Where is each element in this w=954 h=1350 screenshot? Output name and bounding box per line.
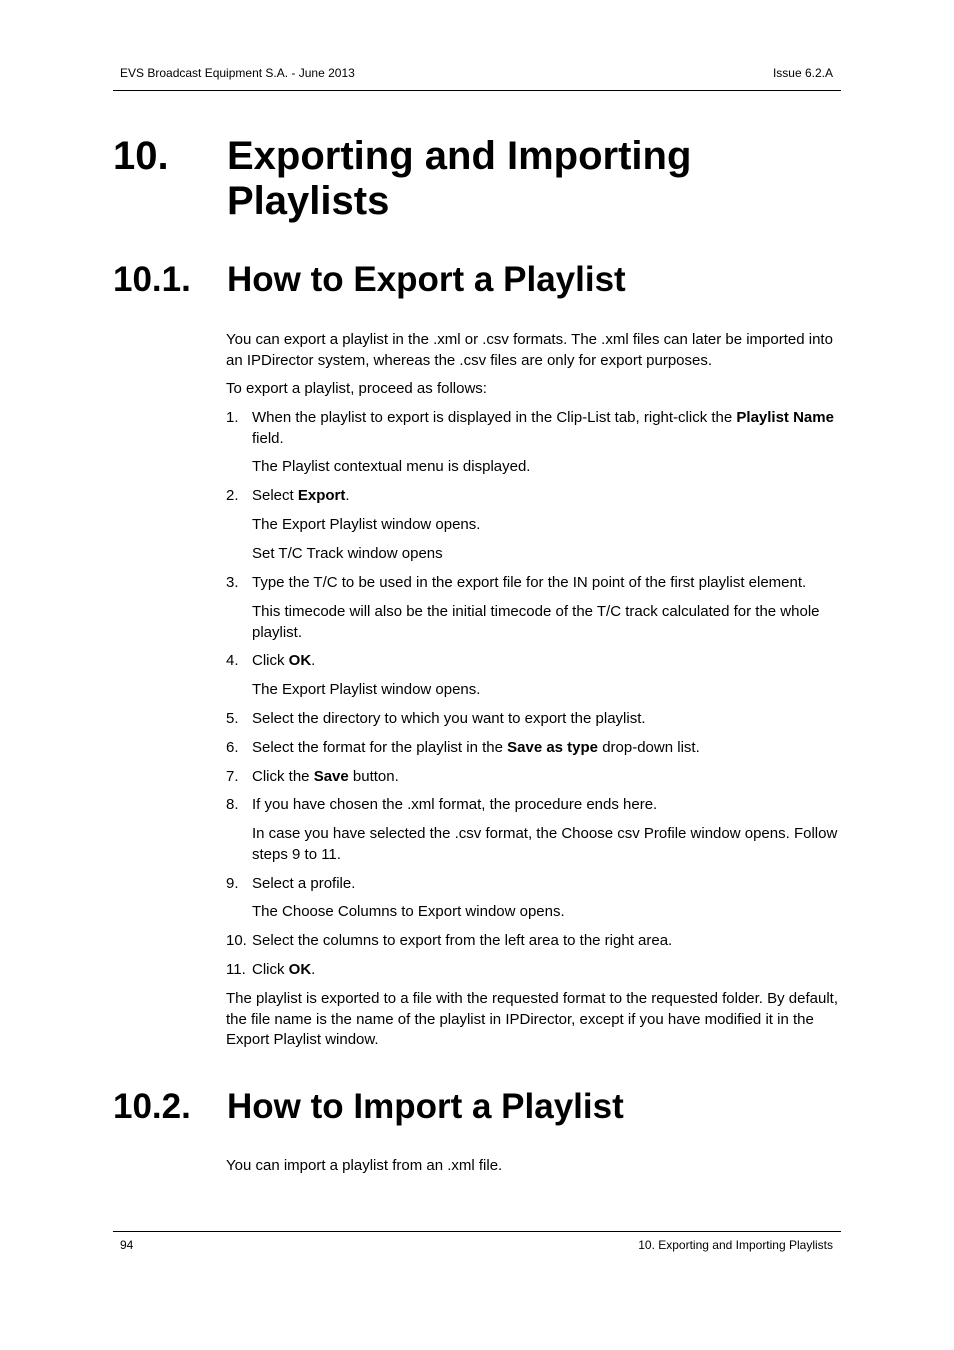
- step-number: 5.: [226, 710, 239, 727]
- step-number: 7.: [226, 768, 239, 785]
- section1-proceed: To export a playlist, proceed as follows:: [226, 380, 487, 397]
- header-rule: [113, 90, 841, 91]
- step-number: 9.: [226, 875, 239, 892]
- step-text: Select the format for the playlist in the Save as type drop-down list.: [252, 739, 700, 756]
- ui-label-ok: OK: [288, 961, 312, 978]
- step-note: Set T/C Track window opens: [252, 545, 443, 562]
- step-note: The Choose Columns to Export window opens.: [252, 903, 565, 920]
- step-text: Type the T/C to be used in the export file for the IN point of the first playlist element.: [252, 574, 807, 591]
- footer-rule: [113, 1231, 841, 1232]
- step-note: The Export Playlist window opens.: [252, 516, 481, 533]
- ui-label-save: Save: [313, 768, 349, 785]
- step-text: Select the directory to which you want to export the playlist.: [252, 710, 646, 727]
- section2-title: How to Import a Playlist: [227, 1087, 624, 1126]
- section2-number: 10.2.: [113, 1087, 191, 1126]
- ui-label-export: Export: [297, 487, 346, 504]
- section1-conclusion: The playlist is exported to a file with the requested format to the requested folder. By default, the file name is the name of the playlist in IPDirector, except if you have modified it in the Export Playlist window.: [226, 990, 839, 1048]
- chapter-title-line2: Playlists: [227, 179, 390, 223]
- step-text: Click OK.: [252, 961, 316, 978]
- step-text: Click OK.: [252, 652, 316, 669]
- step-note: The Playlist contextual menu is displayed.: [252, 458, 531, 475]
- ui-label-save-as-type: Save as type: [507, 739, 599, 756]
- step-text: If you have chosen the .xml format, the procedure ends here.: [252, 796, 658, 813]
- section2-intro: You can import a playlist from an .xml file.: [226, 1157, 503, 1174]
- step-number: 8.: [226, 796, 239, 813]
- step-text: Select Export.: [252, 487, 350, 504]
- step-number: 3.: [226, 574, 239, 591]
- step-number: 4.: [226, 652, 239, 669]
- page-number: 94: [120, 1238, 134, 1252]
- step-number: 6.: [226, 739, 239, 756]
- step-note: In case you have selected the .csv format, the Choose csv Profile window opens. Follow steps 9 to 11.: [252, 825, 838, 863]
- step-number: 10.: [226, 932, 247, 949]
- step-number: 2.: [226, 487, 239, 504]
- step-text: Click the Save button.: [252, 768, 399, 785]
- step-number: 11.: [226, 961, 246, 978]
- step-text: Select the columns to export from the left area to the right area.: [252, 932, 673, 949]
- chapter-number: 10.: [113, 134, 169, 178]
- step-note: The Export Playlist window opens.: [252, 681, 481, 698]
- section1-number: 10.1.: [113, 260, 191, 299]
- footer-chapter: 10. Exporting and Importing Playlists: [638, 1238, 833, 1252]
- ui-label-playlist-name: Playlist Name: [736, 409, 834, 426]
- step-text: When the playlist to export is displayed in the Clip-List tab, right-click the Playlist Name field.: [252, 409, 834, 447]
- step-number: 1.: [226, 409, 239, 426]
- chapter-title-line1: Exporting and Importing: [227, 134, 692, 178]
- section1-intro: You can export a playlist in the .xml or .csv formats. The .xml files can later be imported into an IPDirector system, whereas the .csv files are only for export purposes.: [226, 331, 833, 369]
- ui-label-ok: OK: [288, 652, 312, 669]
- step-text: Select a profile.: [252, 875, 356, 892]
- step-note: This timecode will also be the initial timecode of the T/C track calculated for the whole playlist.: [252, 603, 820, 641]
- header-right: Issue 6.2.A: [772, 66, 833, 80]
- section1-title: How to Export a Playlist: [227, 260, 626, 299]
- header-left: EVS Broadcast Equipment S.A. - June 2013: [120, 66, 355, 80]
